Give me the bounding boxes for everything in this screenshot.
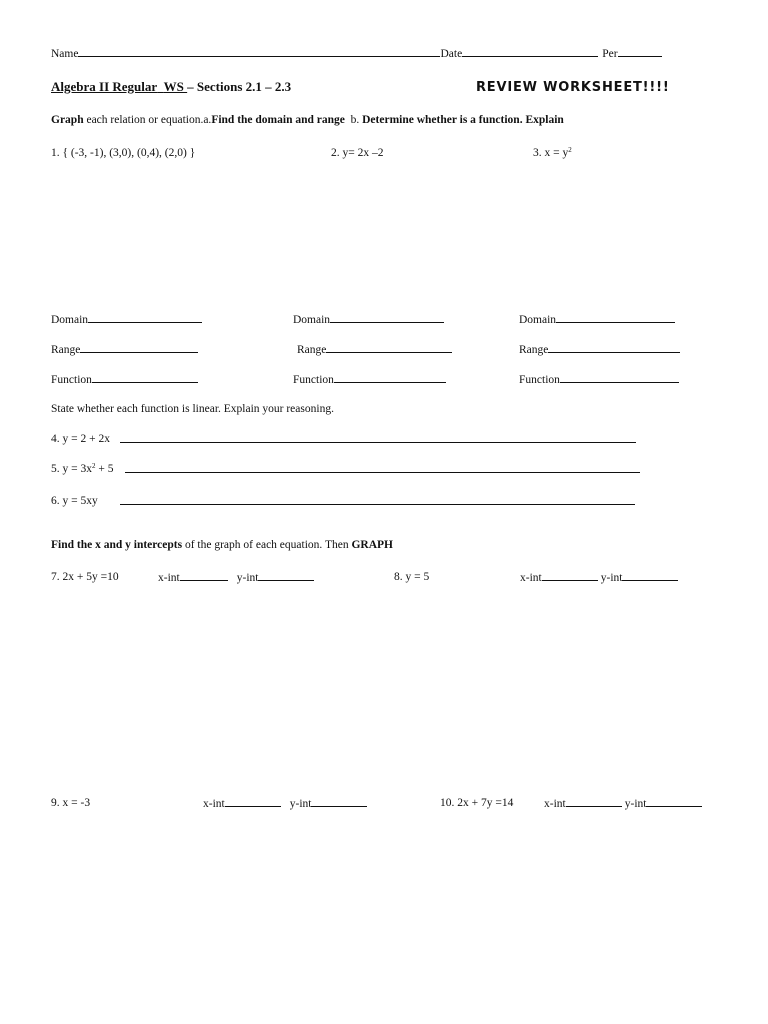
p9-xint-blank[interactable] — [225, 796, 281, 807]
p8-xint-blank[interactable] — [542, 570, 598, 581]
problem-4-answer-line[interactable] — [120, 432, 636, 447]
course-title: Algebra II Regular — [51, 79, 158, 94]
range-2-blank[interactable] — [326, 342, 452, 353]
problem-9-intercepts: x-int y-int — [203, 796, 367, 811]
function-3-blank[interactable] — [560, 372, 679, 383]
date-label: Date — [440, 48, 463, 60]
range-1: Range — [51, 342, 198, 357]
per-blank[interactable] — [618, 46, 662, 57]
instr-mid: each relation or equation.a. — [83, 114, 212, 126]
problem-2: 2. y= 2x –2 — [331, 147, 384, 159]
function-3: Function — [519, 372, 679, 387]
problem-8: 8. y = 5 — [394, 571, 430, 583]
domain-3: Domain — [519, 312, 675, 327]
header-line — [51, 46, 662, 61]
problem-7-intercepts: x-int y-int — [158, 570, 314, 585]
p8-yint-blank[interactable] — [622, 570, 678, 581]
function-2: Function — [293, 372, 446, 387]
name-label: Name — [51, 48, 79, 60]
linear-instruction: State whether each function is linear. Explain your reasoning. — [51, 403, 334, 415]
problem-3 — [533, 146, 572, 160]
p7-yint-blank[interactable] — [258, 570, 314, 581]
problem-3-exponent: 2 — [568, 146, 572, 154]
p10-yint-blank[interactable] — [646, 796, 702, 807]
domain-1: Domain — [51, 312, 202, 327]
range-3-blank[interactable] — [548, 342, 680, 353]
ws-label: WS — [163, 79, 188, 94]
sections-label: – Sections 2.1 – 2.3 — [187, 79, 292, 94]
problem-4: 4. y = 2 + 2x — [51, 433, 110, 445]
range-3: Range — [519, 342, 680, 357]
p9-yint-blank[interactable] — [311, 796, 367, 807]
function-1: Function — [51, 372, 198, 387]
problem-1: 1. { (-3, -1), (3,0), (0,4), (2,0) } — [51, 147, 196, 159]
per-label: Per — [602, 48, 618, 60]
problem-5-exponent: 2 — [92, 462, 96, 470]
instr-b: b. — [344, 114, 363, 126]
worksheet-title — [51, 80, 291, 94]
problem-10-intercepts: x-int y-int — [544, 796, 702, 811]
function-2-blank[interactable] — [334, 372, 446, 383]
review-worksheet-heading: REVIEW WORKSHEET!!!! — [476, 80, 670, 95]
problem-6-answer-line[interactable] — [120, 494, 635, 509]
problem-5: 5. $y = 3x^2 + 5$ — [51, 462, 114, 475]
problem-10: 10. 2x + 7y =14 — [440, 797, 514, 809]
p10-xint-blank[interactable] — [566, 796, 622, 807]
date-blank[interactable] — [462, 46, 598, 57]
problem-8-intercepts: x-int y-int — [520, 570, 678, 585]
range-1-blank[interactable] — [80, 342, 198, 353]
domain-3-blank[interactable] — [556, 312, 675, 323]
domain-1-blank[interactable] — [88, 312, 202, 323]
range-2: Range — [297, 342, 452, 357]
problem-9: 9. x = -3 — [51, 797, 91, 809]
name-blank[interactable] — [78, 46, 440, 57]
domain-range-bold: Find the domain and range — [211, 114, 345, 126]
domain-2: Domain — [293, 312, 444, 327]
problem-6: 6. y = 5xy — [51, 495, 98, 507]
problem-3-text: 3. x = y — [533, 147, 569, 159]
problem-5-answer-line[interactable] — [125, 462, 640, 477]
determine-bold: Determine whether is a function. Explain — [362, 114, 564, 126]
domain-2-blank[interactable] — [330, 312, 444, 323]
function-1-blank[interactable] — [92, 372, 198, 383]
problem-7: 7. 2x + 5y =10 — [51, 571, 119, 583]
instructions-graph — [51, 113, 564, 127]
intercepts-instruction: Find the x and y intercepts of the graph of each equation. Then GRAPH — [51, 539, 393, 551]
p7-xint-blank[interactable] — [180, 570, 228, 581]
graph-bold: Graph — [51, 114, 84, 126]
